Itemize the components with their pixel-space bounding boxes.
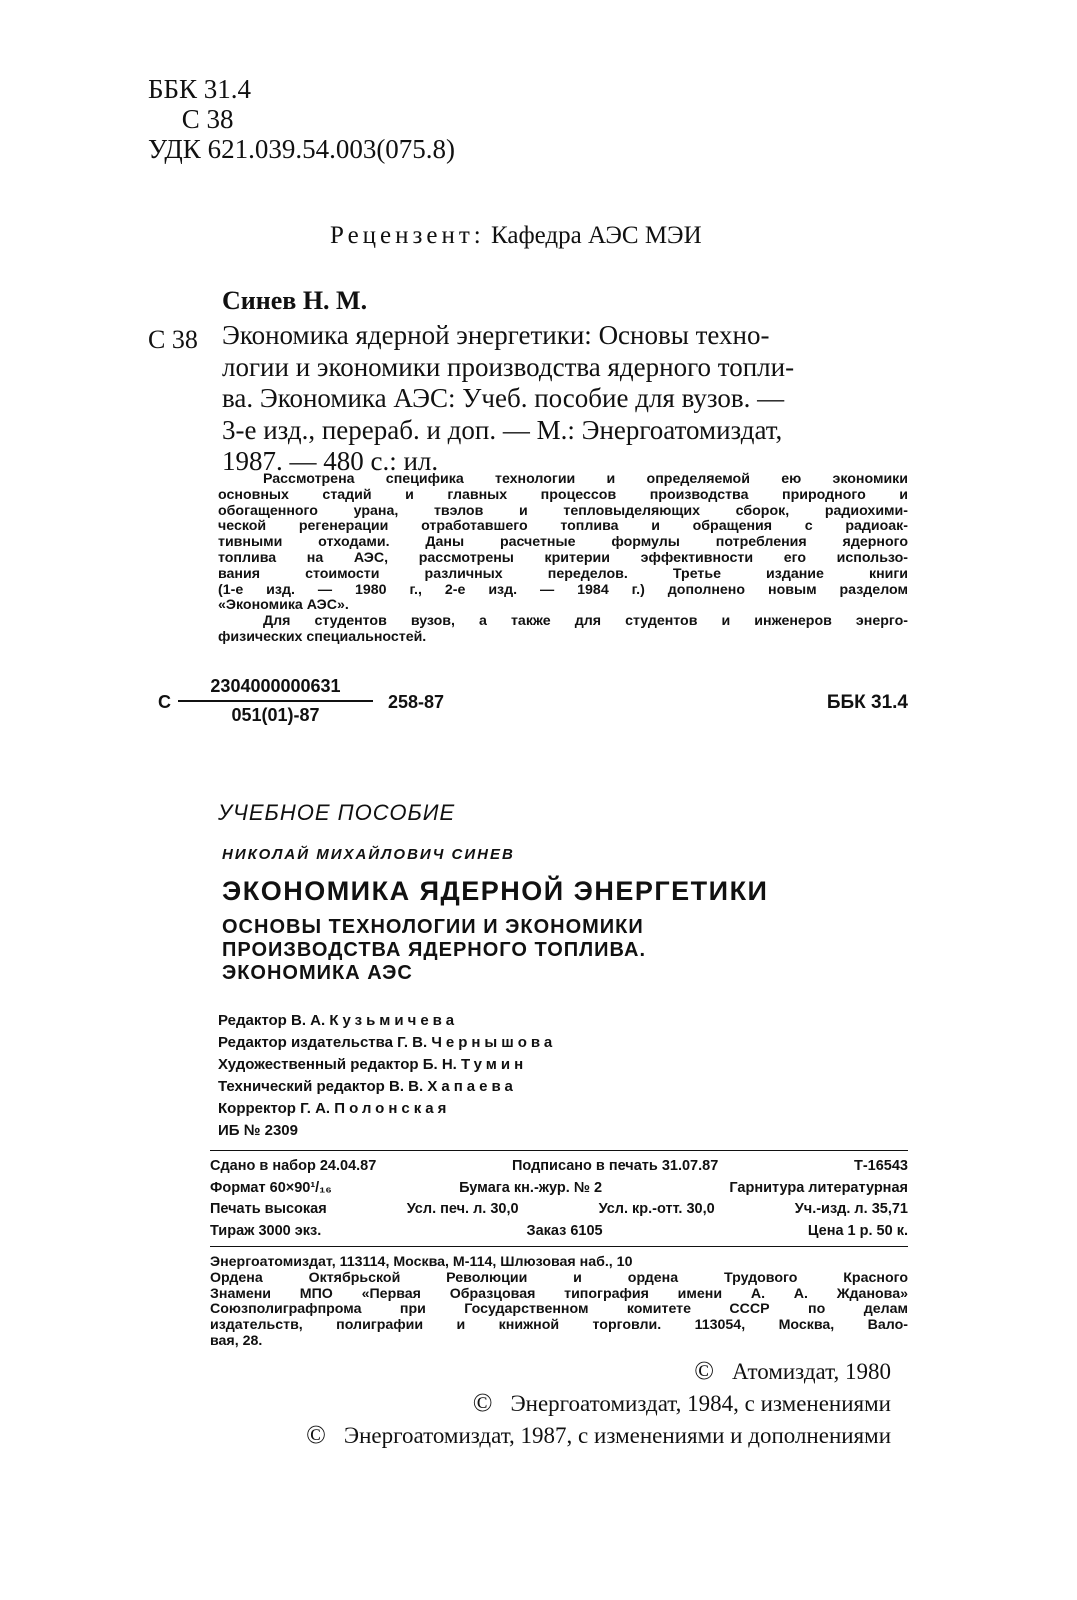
imprint-line: Ордена Октябрьской Революции и ордена Трудового Красного (210, 1269, 908, 1286)
print-info-cell: Усл. кр.-отт. 30,0 (598, 1201, 715, 1217)
imprint-line: вая, 28. (210, 1332, 263, 1349)
staff-row (218, 1054, 556, 1076)
reviewer-value: Кафедра АЭС МЭИ (491, 222, 702, 249)
staff-row (218, 1098, 556, 1120)
abstract (218, 472, 908, 646)
copyright-icon: © (472, 1388, 493, 1417)
print-info-box (210, 1150, 908, 1247)
classification-block (148, 74, 455, 164)
print-info-cell: Бумага кн.-жур. № 2 (459, 1179, 603, 1196)
abstract-line: (1-е изд. — 1980 г., 2-е изд. — 1984 г.) дополнено новым разделом (218, 581, 908, 598)
reviewer-label: Рецензент: (330, 222, 485, 249)
staff-name: Хапаева (427, 1078, 517, 1095)
print-info-row (210, 1199, 908, 1221)
code-fraction (178, 676, 373, 726)
imprint-line: издательств, полиграфии и книжной торговли. 113054, Москва, Вало- (210, 1317, 908, 1334)
copyright-line (694, 1356, 891, 1386)
abstract-line: тивными отходами. Даны расчетные формулы потребления ядерного (218, 534, 908, 551)
print-info-cell: Уч.-изд. л. 35,71 (794, 1201, 908, 1217)
print-info-row (210, 1156, 908, 1178)
biblio-line: 3-е изд., перераб. и доп. — М.: Энергоатомиздат, (222, 414, 783, 445)
staff-row (218, 1010, 556, 1032)
print-info-cell: Усл. печ. л. 30,0 (406, 1201, 519, 1217)
biblio-line: Экономика ядерной энергетики: Основы техно- (222, 320, 770, 350)
author-mark: С 38 (148, 104, 234, 134)
imprint-line: Союзполиграфпрома при Государственном комитете СССР по делам (210, 1301, 908, 1318)
abstract-line: «Экономика АЭС». (218, 597, 349, 614)
publication-code (148, 676, 908, 736)
print-info-cell: Т-16543 (853, 1158, 908, 1174)
author-heading: Синев Н. М. (222, 286, 368, 315)
print-info-cell: Формат 60×90¹/₁₆ (210, 1179, 332, 1196)
abstract-line: Для студентов вузов, а также для студентов и инженеров энерго- (263, 613, 908, 630)
subtitle-line: ПРОИЗВОДСТВА ЯДЕРНОГО ТОПЛИВА. (222, 939, 647, 961)
print-info-cell: Сдано в набор 24.04.87 (210, 1158, 377, 1174)
full-author-name: НИКОЛАЙ МИХАЙЛОВИЧ СИНЕВ (222, 846, 515, 863)
abstract-line: ческой регенерации отработавшего топлива и обращения с радиоак- (218, 518, 908, 535)
staff-name: Кузьмичева (329, 1012, 459, 1029)
staff-role: Художественный редактор Б. Н. (218, 1056, 457, 1073)
copyright-text: Энергоатомиздат, 1987, с изменениями и дополнениями (343, 1423, 891, 1448)
abstract-line: топлива на АЭС, рассмотрены критерии эффективности его использо- (218, 549, 908, 566)
abstract-line: обогащенного урана, твэлов и тепловыделяющих сборок, радиохими- (218, 502, 908, 519)
abstract-line: Рассмотрена специфика технологии и определяемой ею экономики (263, 471, 908, 487)
print-info-cell: Цена 1 р. 50 к. (807, 1222, 908, 1239)
imprint-line: Знамени МПО «Первая Образцовая типография имени А. А. Жданова» (210, 1285, 908, 1302)
staff-name: Чернышова (431, 1034, 557, 1051)
bibliographic-description (222, 320, 907, 478)
abstract-line: основных стадий и главных процессов производства природного и (218, 486, 908, 503)
biblio-line: ва. Экономика АЭС: Учеб. пособие для вузов. — (222, 383, 785, 413)
print-info-cell: Подписано в печать 31.07.87 (511, 1158, 719, 1174)
book-title: ЭКОНОМИКА ЯДЕРНОЙ ЭНЕРГЕТИКИ (222, 876, 769, 906)
ib-number: ИБ № 2309 (218, 1122, 298, 1139)
subtitle-line: ОСНОВЫ ТЕХНОЛОГИИ И ЭКОНОМИКИ (222, 916, 644, 938)
copyright-line (473, 1388, 891, 1418)
book-subtitle (222, 916, 646, 985)
print-info-cell: Заказ 6105 (526, 1222, 603, 1239)
abstract-line: вания стоимости различных переделов. Третье издание книги (218, 565, 908, 582)
staff-name: Тумин (461, 1056, 528, 1073)
biblio-line: логии и экономики производства ядерного топли- (222, 351, 795, 382)
staff-role: Корректор Г. А. (218, 1100, 331, 1117)
editorial-staff (218, 1010, 556, 1142)
catalog-mark: С 38 (148, 325, 198, 354)
staff-role: Редактор В. А. (218, 1012, 326, 1029)
subtitle-line: ЭКОНОМИКА АЭС (222, 962, 413, 984)
code-denominator: 051(01)-87 (231, 705, 320, 725)
staff-name: Полонская (334, 1100, 451, 1117)
staff-row (218, 1076, 556, 1098)
copyright-text: Энергоатомиздат, 1984, с изменениями (510, 1391, 891, 1416)
reviewer-line (330, 222, 702, 250)
copyright-icon: © (306, 1420, 326, 1449)
staff-role: Технический редактор В. В. (218, 1078, 424, 1095)
code-numerator: 2304000000631 (178, 676, 373, 702)
code-letter: С (158, 692, 171, 712)
copyright-line (306, 1420, 891, 1450)
code-bbk: ББК 31.4 (826, 692, 908, 713)
staff-row (218, 1032, 556, 1054)
copyright-icon: © (694, 1356, 715, 1385)
book-type: УЧЕБНОЕ ПОСОБИЕ (218, 800, 456, 825)
staff-role: Редактор издательства Г. В. (218, 1034, 428, 1051)
print-info-cell: Гарнитура литературная (729, 1179, 908, 1196)
code-tail: 258-87 (388, 692, 445, 712)
copyright-text: Атомиздат, 1980 (732, 1359, 891, 1384)
imprint (210, 1255, 908, 1350)
print-info-cell: Печать высокая (210, 1201, 327, 1217)
print-info-cell: Тираж 3000 экз. (210, 1222, 322, 1239)
udk-code: УДК 621.039.54.003(075.8) (148, 134, 456, 164)
imprint-line: Энергоатомиздат, 113114, Москва, М-114, Шлюзовая наб., 10 (210, 1254, 633, 1270)
print-info-row (210, 1221, 908, 1243)
abstract-line: физических специальностей. (218, 628, 427, 645)
bbk-code: ББК 31.4 (148, 74, 252, 104)
biblio-line: 1987. — 480 с.: ил. (222, 446, 439, 476)
print-info-row (210, 1178, 908, 1200)
